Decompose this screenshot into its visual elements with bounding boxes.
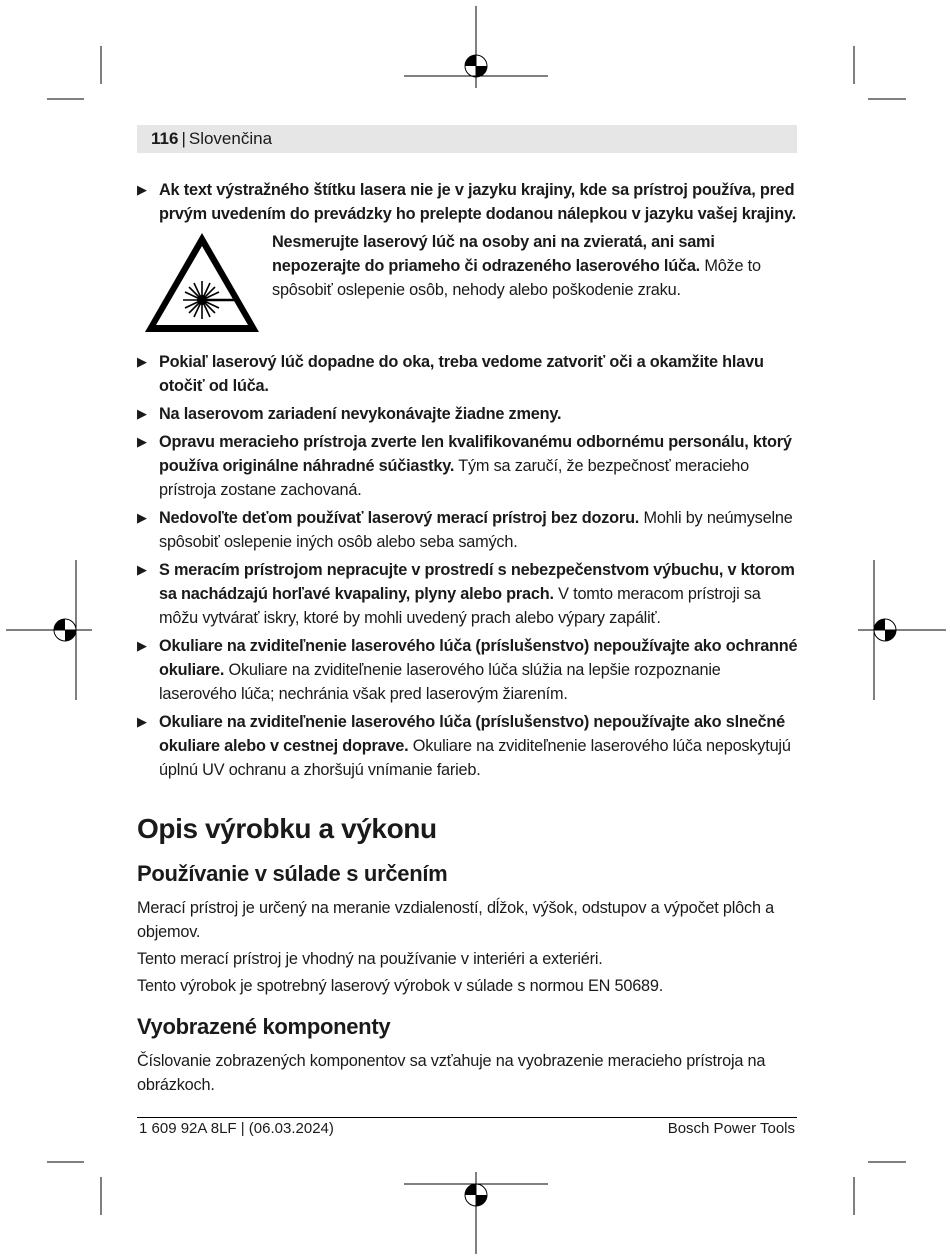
item-text: Opravu meracieho prístroja zverte len kvalifikovanému odbornému personálu, ktorý používa originálne náhradné súčiastky. Tým sa zaručí, že bezpečnosť meracieho prístroja zostane zachovaná. — [159, 433, 792, 499]
header-language: Slovenčina — [188, 129, 273, 148]
item-text: Okuliare na zviditeľnenie laserového lúča (príslušenstvo) nepoužívajte ako ochranné okuliare. Okuliare na zviditeľnenie laserového lúča slúžia na lepšie rozpoznanie laserového lúča; nechránia však pred laserovým žiarením. — [159, 637, 798, 703]
laser-warning-icon — [142, 230, 262, 336]
footer-divider — [137, 1117, 797, 1118]
item-text: S meracím prístrojom nepracujte v prostredí s nebezpečenstvom výbuchu, v ktorom sa nachádzajú horľavé kvapaliny, plyny alebo prach. V tomto meracom prístroji sa môžu vytvárať iskry, ktoré by mohli uvedený prach alebo výpary zapáliť. — [159, 561, 795, 627]
warning-text: Nesmerujte laserový lúč na osoby ani na zvieratá, ani sami nepozerajte do priameho či odrazeného laserového lúča. Môže to spôsobiť oslepenie osôb, nehody alebo poškodenie zraku. — [272, 233, 761, 299]
item-text: Nedovoľte deťom používať laserový merací prístroj bez dozoru. Mohli by neúmyselne spôsobiť oslepenie iných osôb alebo seba samých. — [159, 509, 793, 551]
list-item — [137, 402, 799, 426]
paragraph: Tento merací prístroj je vhodný na používanie v interiéri a exteriéri. — [137, 950, 603, 968]
header-separator: | — [181, 129, 186, 148]
item-text: Pokiaľ laserový lúč dopadne do oka, treba vedome zatvoriť oči a okamžite hlavu otočiť od lúča. — [159, 353, 764, 395]
section-title: Opis výrobku a výkonu — [137, 813, 437, 844]
item-text: Ak text výstražného štítku lasera nie je v jazyku krajiny, kde sa prístroj používa, pred prvým uvedením do prevádzky ho prelepte dodanou nálepkou v jazyku vašej krajiny. — [159, 181, 796, 223]
laser-warning-block — [137, 230, 799, 336]
list-item — [137, 430, 799, 502]
triangle-right-icon: ▶ — [137, 638, 147, 653]
list-item — [137, 558, 799, 630]
list-item — [137, 634, 799, 706]
triangle-right-icon: ▶ — [137, 714, 147, 729]
triangle-right-icon: ▶ — [137, 406, 147, 421]
item-text: Na laserovom zariadení nevykonávajte žiadne zmeny. — [159, 405, 562, 423]
subsection-title-intended-use: Používanie v súlade s určením — [137, 861, 448, 886]
triangle-right-icon: ▶ — [137, 510, 147, 525]
footer-document-id: 1 609 92A 8LF | (06.03.2024) — [139, 1120, 334, 1137]
triangle-right-icon: ▶ — [137, 562, 147, 577]
page-header — [137, 125, 797, 153]
triangle-right-icon: ▶ — [137, 182, 147, 197]
triangle-right-icon: ▶ — [137, 354, 147, 369]
triangle-right-icon: ▶ — [137, 434, 147, 449]
page-content — [137, 178, 799, 1100]
paragraph: Merací prístroj je určený na meranie vzdialeností, dĺžok, výšok, odstupov a výpočet plôch a objemov. — [137, 899, 774, 941]
footer-brand: Bosch Power Tools — [667, 1120, 795, 1137]
list-item — [137, 710, 799, 782]
paragraph: Číslovanie zobrazených komponentov sa vzťahuje na vyobrazenie meracieho prístroja na obrázkoch. — [137, 1052, 766, 1094]
page-number: 116 — [151, 129, 179, 148]
list-item — [137, 178, 799, 226]
list-item — [137, 350, 799, 398]
item-text: Okuliare na zviditeľnenie laserového lúča (príslušenstvo) nepoužívajte ako slnečné okuliare alebo v cestnej doprave. Okuliare na zviditeľnenie laserového lúča neposkytujú úplnú UV ochranu a zhoršujú vnímanie farieb. — [159, 713, 791, 779]
paragraph: Tento výrobok je spotrebný laserový výrobok v súlade s normou EN 50689. — [137, 977, 664, 995]
list-item — [137, 506, 799, 554]
subsection-title-components: Vyobrazené komponenty — [137, 1014, 391, 1039]
